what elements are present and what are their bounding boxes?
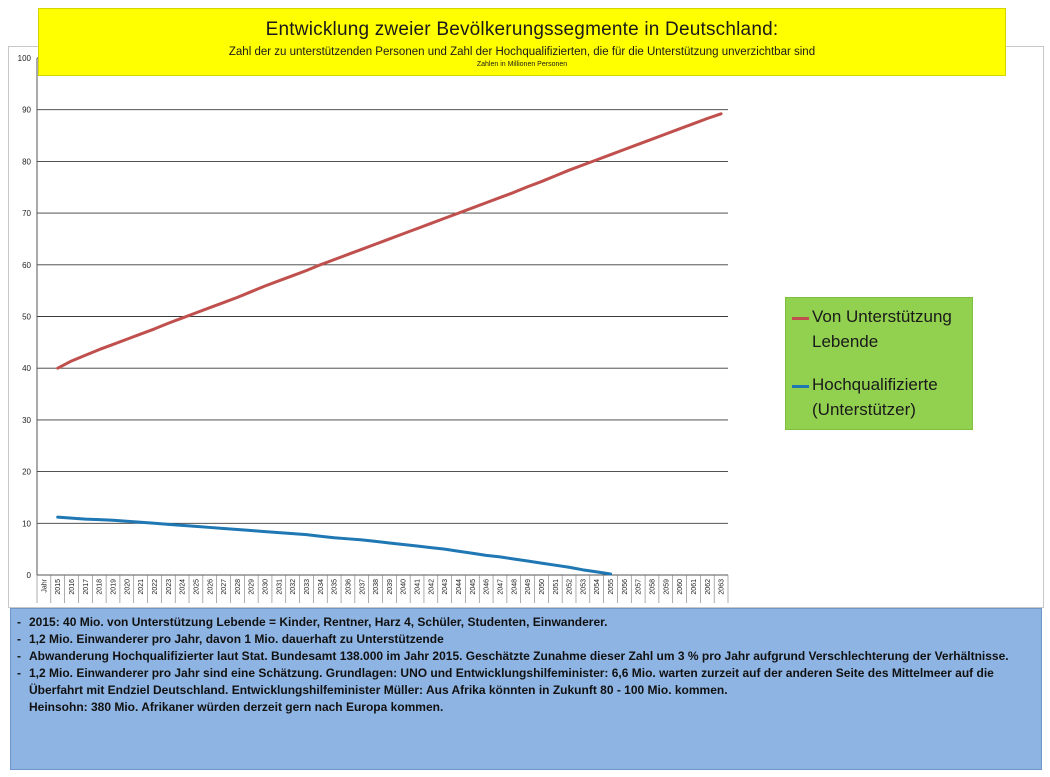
x-tick-label-2038: 2038 [373,579,381,595]
y-tick-label-70: 70 [22,209,31,219]
x-tick-label-2027: 2027 [221,579,229,595]
note-item: - Abwanderung Hochqualifizierter laut Stat. Bundesamt 138.000 im Jahr 2015. Geschätzte Zunahme dieser Zahl um 3 % pro Jahr aufgrund Verschlechterung der Verhältnisse. [17,649,1009,663]
y-tick-label-10: 10 [22,519,31,529]
x-tick-label-2053: 2053 [580,579,588,595]
x-tick-label-2039: 2039 [386,579,394,595]
x-tick-label-2051: 2051 [552,579,560,595]
x-tick-label-2028: 2028 [234,579,242,595]
series-line-supported [58,114,721,368]
x-tick-label-2040: 2040 [400,579,408,595]
legend-swatch-supported [792,317,809,320]
legend-label-supported-1: Von Unterstützung [812,307,952,326]
y-tick-label-20: 20 [22,467,31,477]
x-tick-label-2031: 2031 [276,579,284,595]
y-tick-label-0: 0 [26,571,31,580]
x-tick-label-2035: 2035 [331,579,339,595]
x-tick-label-2047: 2047 [497,579,505,595]
x-tick-label-2033: 2033 [303,579,311,595]
legend [785,297,973,430]
x-tick-label-2020: 2020 [124,579,132,595]
x-tick-label-2054: 2054 [594,579,602,595]
x-tick-label-2030: 2030 [262,579,270,595]
tick-labels [18,54,726,595]
y-tick-label-100: 100 [17,54,31,63]
y-tick-label-40: 40 [22,364,31,374]
note-item: - 2015: 40 Mio. von Unterstützung Lebende = Kinder, Rentner, Harz 4, Schüler, Studenten, Einwanderer. [17,615,608,629]
legend-label-qualified-1: Hochqualifizierte [812,375,938,394]
x-tick-label-2026: 2026 [207,579,215,595]
chart-unit-note: Zahlen in Millionen Personen [476,61,568,68]
y-tick-label-50: 50 [22,312,31,322]
x-tick-label-2016: 2016 [69,579,77,595]
x-tick-label-2023: 2023 [165,579,173,595]
y-tick-label-30: 30 [22,415,31,425]
y-tick-label-80: 80 [22,157,31,167]
x-tick-label-2036: 2036 [345,579,353,595]
legend-swatch-qualified [792,385,809,388]
x-tick-label-2061: 2061 [690,579,698,595]
series-line-qualified [58,517,611,574]
x-tick-label-Jahr: Jahr [41,579,49,593]
x-tick-label-2056: 2056 [621,579,629,595]
x-tick-label-2021: 2021 [138,579,146,595]
x-tick-label-2050: 2050 [538,579,546,595]
chart-title: Entwicklung zweier Bevölkerungssegmente in Deutschland: [265,19,779,40]
note-item: - 1,2 Mio. Einwanderer pro Jahr, davon 1 Mio. dauerhaft zu Unterstützende [17,632,444,646]
x-tick-label-2046: 2046 [483,579,491,595]
note-item: - 1,2 Mio. Einwanderer pro Jahr sind eine Schätzung. Grundlagen: UNO und Entwicklungshilfeminister: 6,6 Mio. warten zurzeit auf der anderen Seite des Mittelmeer auf die Überfahrt mit Endziel Deutschland. Entwicklungshilfeminister Müller: Aus Afrika könnten in Zukunft 80 - 100 Mio. kommen. Heinsohn: 380 Mio. Afrikaner würden derzeit gern nach Europa kommen. [17,666,994,714]
chart-subtitle: Zahl der zu unterstützenden Personen und Zahl der Hochqualifizierten, die für die Unterstützung unverzichtbar sind [228,46,816,58]
x-tick-label-2034: 2034 [317,579,325,595]
series-lines [58,114,721,574]
x-tick-label-2025: 2025 [193,579,201,595]
x-tick-label-2043: 2043 [442,579,450,595]
x-tick-label-2042: 2042 [428,579,436,595]
x-tick-label-2044: 2044 [456,579,464,595]
x-tick-label-2058: 2058 [649,579,657,595]
notes-list [11,609,1041,716]
x-tick-label-2048: 2048 [511,579,519,595]
y-tick-label-90: 90 [22,105,31,115]
x-tick-label-2022: 2022 [151,579,159,595]
x-tick-label-2059: 2059 [663,579,671,595]
x-tick-label-2032: 2032 [290,579,298,595]
x-tick-label-2029: 2029 [248,579,256,595]
notes-box [10,608,1042,770]
legend-label-qualified-2: (Unterstützer) [812,400,916,419]
x-tick-label-2024: 2024 [179,579,187,595]
x-tick-label-2057: 2057 [635,579,643,595]
legend-label-supported-2: Lebende [812,332,879,351]
x-tick-label-2062: 2062 [704,579,712,595]
x-tick-label-2049: 2049 [525,579,533,595]
x-tick-label-2015: 2015 [55,579,63,595]
y-tick-label-60: 60 [22,260,31,270]
x-tick-label-2037: 2037 [359,579,367,595]
x-tick-label-2055: 2055 [608,579,616,595]
x-tick-label-2045: 2045 [469,579,477,595]
title-box [38,8,1006,76]
x-tick-label-2041: 2041 [414,579,422,595]
gridlines [37,58,728,575]
x-tick-label-2018: 2018 [96,579,104,595]
x-tick-label-2063: 2063 [718,579,726,595]
x-tick-label-2017: 2017 [82,579,90,595]
x-tick-label-2060: 2060 [677,579,685,595]
x-tick-label-2019: 2019 [110,579,118,595]
x-tick-label-2052: 2052 [566,579,574,595]
